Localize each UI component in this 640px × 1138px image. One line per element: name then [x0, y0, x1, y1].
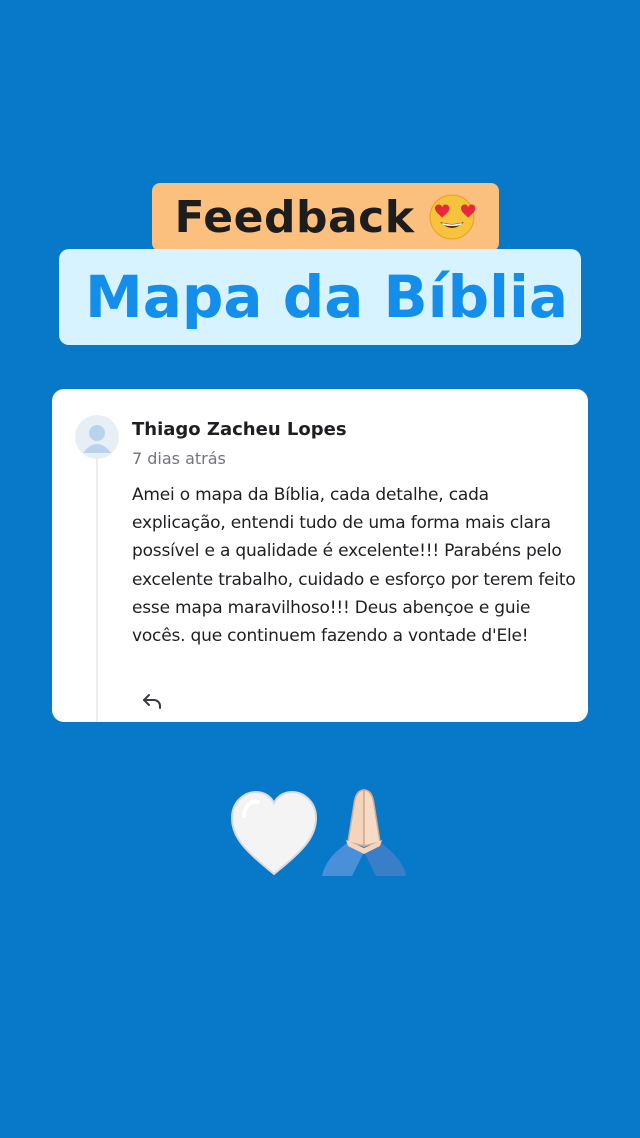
avatar[interactable]	[75, 415, 119, 459]
heart-eyes-emoji-icon	[428, 193, 476, 241]
reply-icon[interactable]	[140, 689, 164, 713]
emoji-row	[230, 786, 410, 878]
thread-line	[96, 459, 98, 722]
folded-hands-emoji-icon	[322, 790, 406, 876]
comment-text: Amei o mapa da Bíblia, cada detalhe, cada explicação, entendi tudo de uma forma mais clara possível e a qualidade é excelente!!! Parabéns pelo excelente trabalho, cuidado e esforço por terem feito esse mapa maravilhoso!!! Deus abençoe e guie vocês. que continuem fazendo a vontade d'Ele!	[132, 485, 576, 647]
comment-timestamp: 7 dias atrás	[132, 449, 226, 468]
page-title: Mapa da Bíblia	[85, 263, 569, 331]
feedback-text: Feedback	[174, 191, 415, 243]
comment-author[interactable]: Thiago Zacheu Lopes	[132, 419, 347, 440]
title-banner	[59, 249, 581, 345]
feedback-label	[152, 183, 499, 251]
default-avatar-icon	[75, 415, 119, 459]
white-heart-emoji-icon	[232, 792, 316, 874]
comment-card	[52, 389, 588, 722]
